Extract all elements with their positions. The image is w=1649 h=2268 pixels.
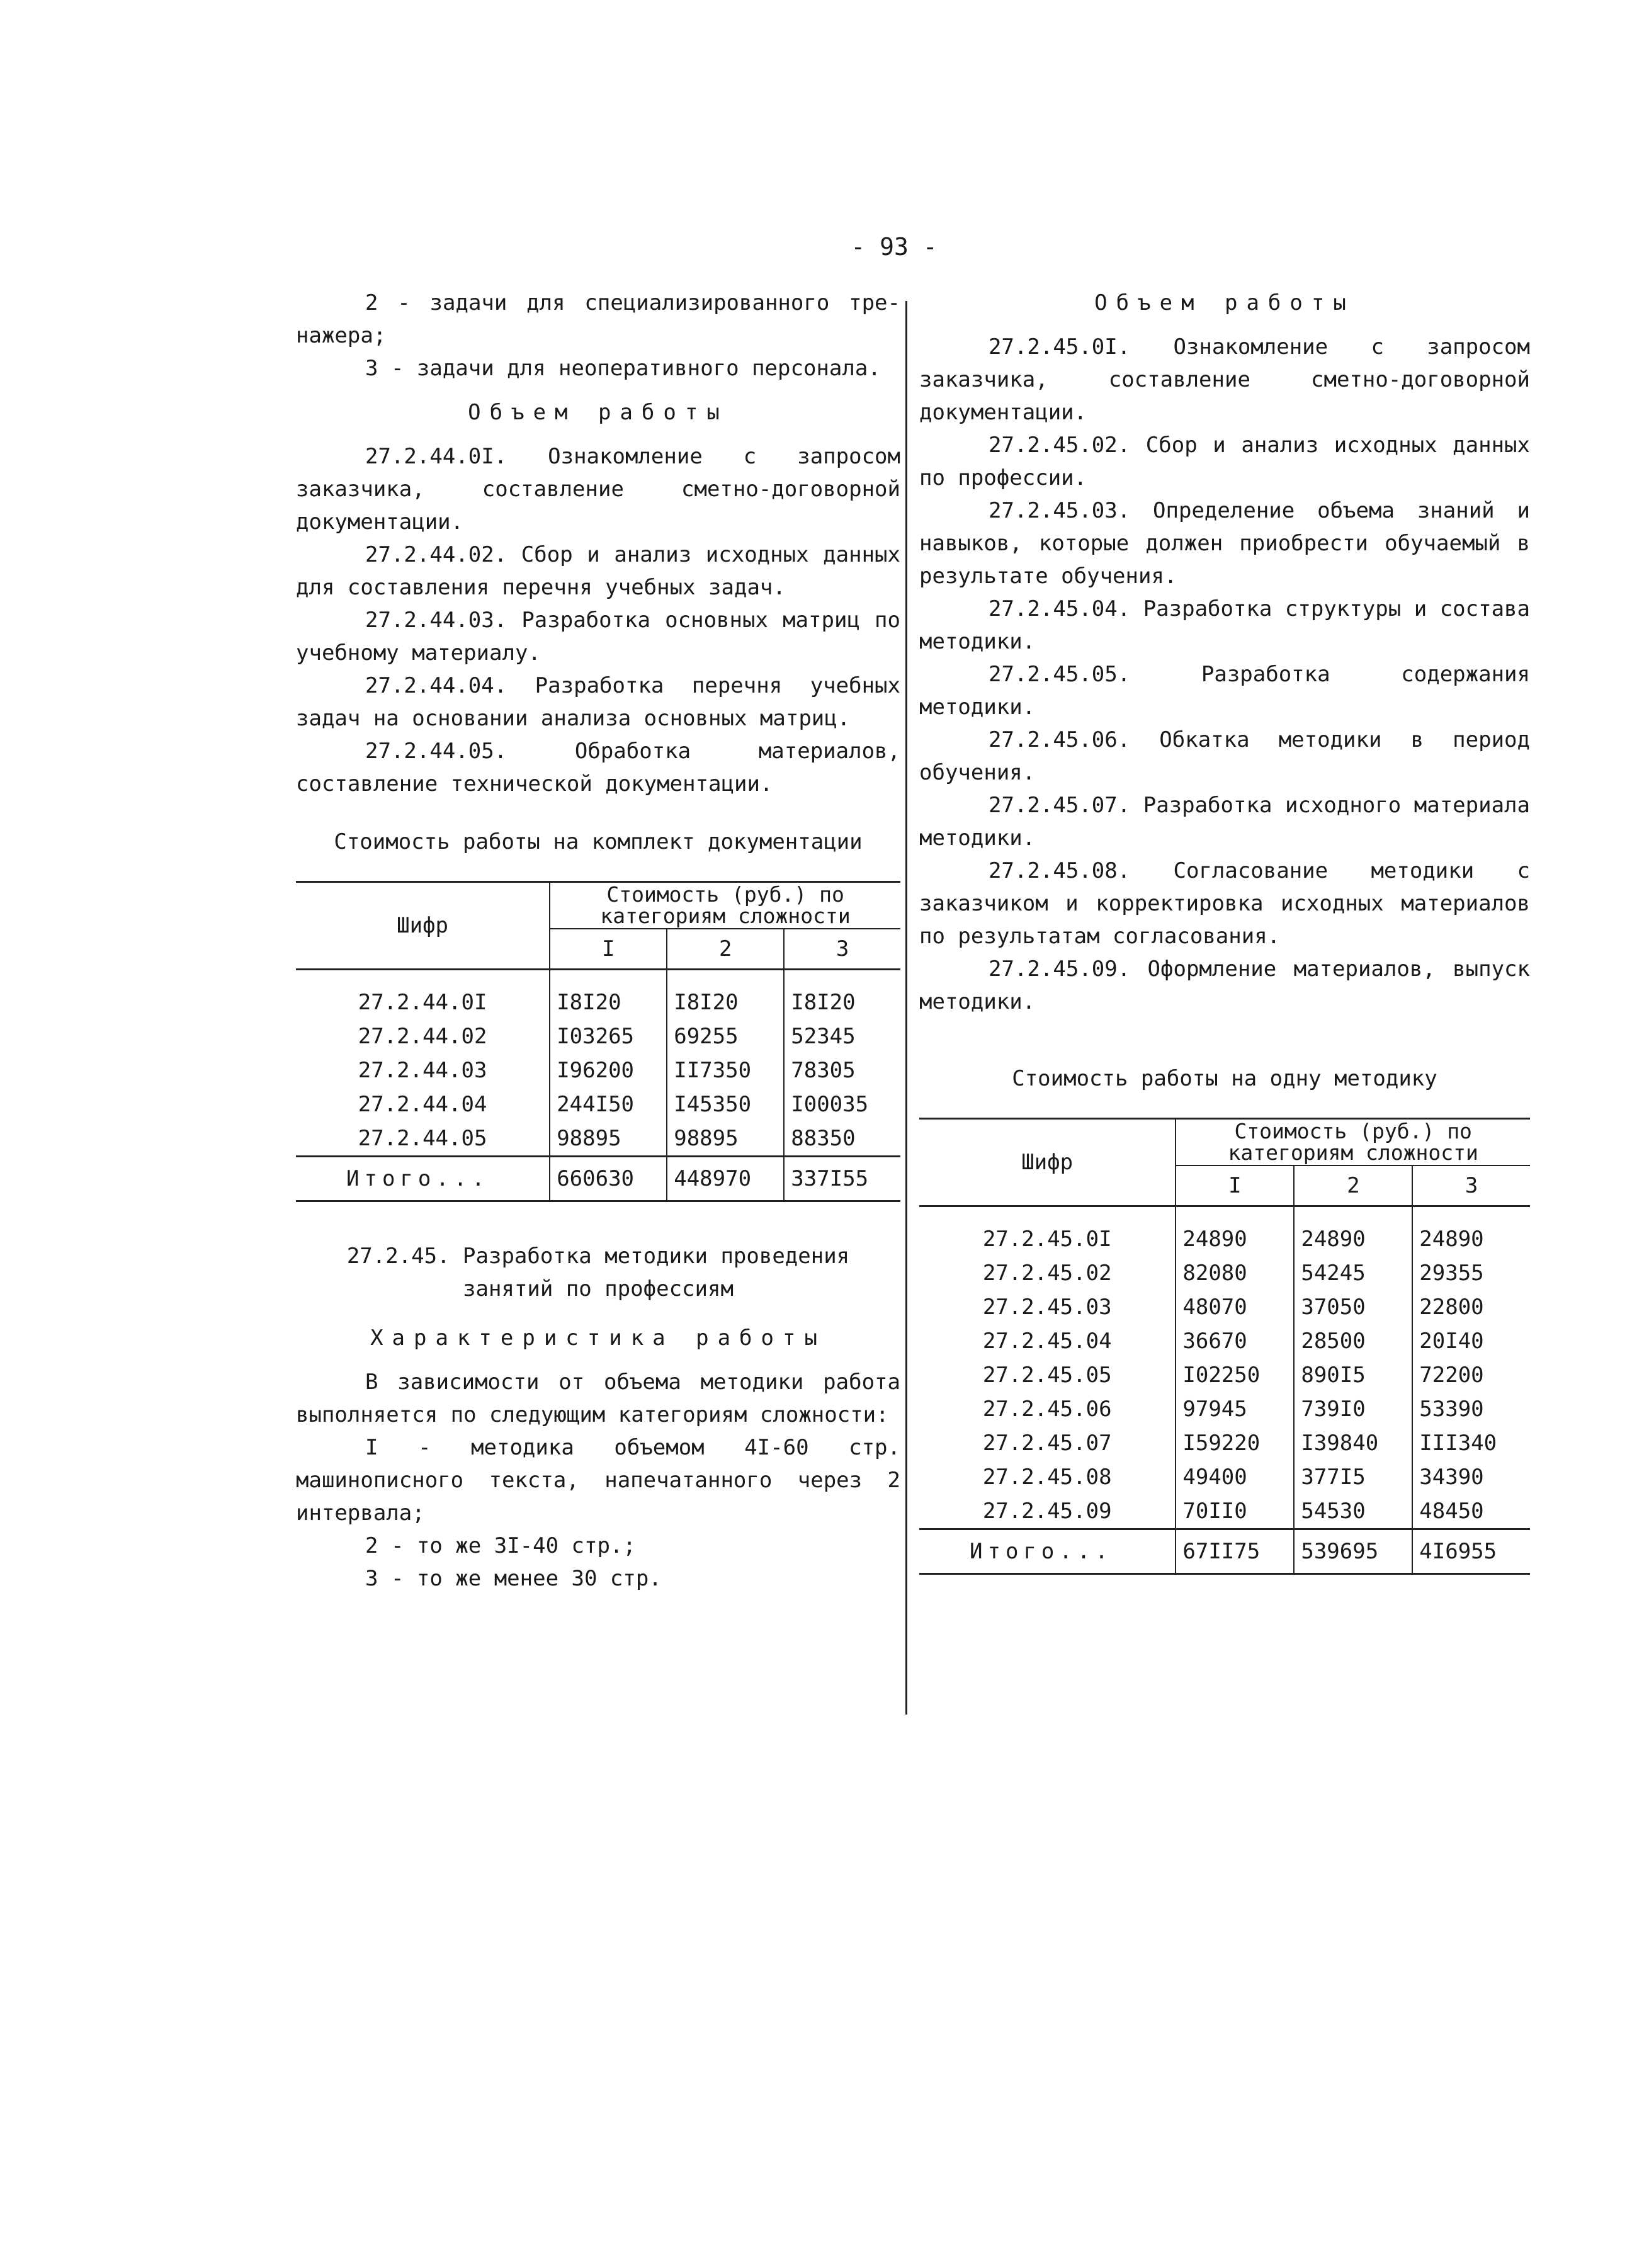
section-heading: Объем работы xyxy=(468,400,728,425)
cell-value: I96200 xyxy=(550,1053,667,1087)
column-header-code: Шифр xyxy=(919,1119,1176,1206)
table-row xyxy=(296,1121,900,1157)
row-code: 27.2.45.03 xyxy=(919,1290,1176,1324)
page-number: - 93 - xyxy=(851,233,938,261)
cell-value: 53390 xyxy=(1412,1392,1530,1426)
cell-value: 34390 xyxy=(1412,1460,1530,1494)
cell-value: 49400 xyxy=(1176,1460,1294,1494)
cell-value: 88350 xyxy=(784,1121,900,1157)
row-code: 27.2.44.03 xyxy=(296,1053,550,1087)
cost-table-documentation xyxy=(296,881,900,1202)
category-header: 3 xyxy=(1412,1165,1530,1206)
work-item: 27.2.45.08. Согласование методики с заказчиком и корректировка исходных материалов по результатам согласования. xyxy=(919,858,1530,949)
work-item: 27.2.45.03. Определение объема знаний и навыков, которые должен приобрести обучаемый в результате обучения. xyxy=(919,498,1530,589)
cell-value: 48070 xyxy=(1176,1290,1294,1324)
cell-value: 54245 xyxy=(1294,1256,1412,1290)
intro-line: 2 - задачи для специализированного тре-нажера; xyxy=(296,290,900,348)
cell-value: II7350 xyxy=(667,1053,784,1087)
row-code: 27.2.45.07 xyxy=(919,1426,1176,1460)
paragraph: В зависимости от объема методики работа выполняется по следующим категориям сложности: xyxy=(296,1369,900,1427)
cell-value: 48450 xyxy=(1412,1494,1530,1529)
column-separator xyxy=(905,301,907,1715)
table-row xyxy=(919,1290,1530,1324)
work-item: 27.2.45.09. Оформление материалов, выпуск методики. xyxy=(919,956,1530,1014)
column-header-code: Шифр xyxy=(296,882,550,970)
table-caption: Стоимость работы на комплект документации xyxy=(334,829,863,854)
cell-value: 28500 xyxy=(1294,1324,1412,1358)
work-item: 27.2.44.04. Разработка перечня учебных задач на основании анализа основных матриц. xyxy=(296,673,900,731)
row-code: 27.2.45.08 xyxy=(919,1460,1176,1494)
cell-value: 78305 xyxy=(784,1053,900,1087)
section-title: 27.2.45. Разработка методики проведения занятий по профессиям xyxy=(346,1244,850,1301)
left-column xyxy=(296,286,900,1595)
total-value: 4I6955 xyxy=(1412,1529,1530,1574)
cell-value: I45350 xyxy=(667,1087,784,1121)
section-heading: Объем работы xyxy=(1094,290,1355,315)
cell-value: 24890 xyxy=(1294,1222,1412,1256)
row-code: 27.2.45.04 xyxy=(919,1324,1176,1358)
table-row xyxy=(919,1494,1530,1529)
category-header: 3 xyxy=(784,929,900,970)
cost-table-methodology xyxy=(919,1118,1530,1575)
right-column xyxy=(919,286,1530,1575)
table-caption: Стоимость работы на одну методику xyxy=(1012,1066,1437,1091)
table-row xyxy=(296,1053,900,1087)
cell-value: I8I20 xyxy=(784,985,900,1019)
cell-value: 244I50 xyxy=(550,1087,667,1121)
table-row xyxy=(919,1222,1530,1256)
row-code: 27.2.45.02 xyxy=(919,1256,1176,1290)
table-row xyxy=(296,1087,900,1121)
row-code: 27.2.44.0I xyxy=(296,985,550,1019)
table-row xyxy=(919,1256,1530,1290)
cell-value: I39840 xyxy=(1294,1426,1412,1460)
cell-value: 70II0 xyxy=(1176,1494,1294,1529)
cell-value: 98895 xyxy=(550,1121,667,1157)
work-item: 27.2.45.07. Разработка исходного материала методики. xyxy=(919,793,1530,851)
category-item: 2 - то же 3I-40 стр.; xyxy=(365,1533,636,1558)
category-header: I xyxy=(550,929,667,970)
row-code: 27.2.45.09 xyxy=(919,1494,1176,1529)
row-code: 27.2.44.02 xyxy=(296,1019,550,1053)
cell-value: 98895 xyxy=(667,1121,784,1157)
cell-value: 72200 xyxy=(1412,1358,1530,1392)
work-item: 27.2.44.0I. Ознакомление с запросом заказчика, составление сметно-договорной документации. xyxy=(296,444,900,535)
cell-value: 37050 xyxy=(1294,1290,1412,1324)
category-header: 2 xyxy=(1294,1165,1412,1206)
row-code: 27.2.45.0I xyxy=(919,1222,1176,1256)
cell-value: 29355 xyxy=(1412,1256,1530,1290)
cell-value: I8I20 xyxy=(550,985,667,1019)
work-item: 27.2.45.0I. Ознакомление с запросом заказчика, составление сметно-договорной документации. xyxy=(919,334,1530,425)
cell-value: 69255 xyxy=(667,1019,784,1053)
cell-value: 97945 xyxy=(1176,1392,1294,1426)
intro-line: 3 - задачи для неоперативного персонала. xyxy=(365,356,881,381)
work-item: 27.2.45.06. Обкатка методики в период обучения. xyxy=(919,727,1530,785)
work-item: 27.2.45.02. Сбор и анализ исходных данных по профессии. xyxy=(919,433,1530,490)
cell-value: 377I5 xyxy=(1294,1460,1412,1494)
cell-value: 20I40 xyxy=(1412,1324,1530,1358)
table-row xyxy=(919,1460,1530,1494)
category-header: I xyxy=(1176,1165,1294,1206)
table-row xyxy=(919,1392,1530,1426)
table-row xyxy=(296,985,900,1019)
cell-value: 52345 xyxy=(784,1019,900,1053)
total-row xyxy=(919,1529,1530,1574)
table-row xyxy=(919,1358,1530,1392)
cell-value: I00035 xyxy=(784,1087,900,1121)
total-value: 539695 xyxy=(1294,1529,1412,1574)
row-code: 27.2.44.05 xyxy=(296,1121,550,1157)
section-heading: Характеристика работы xyxy=(370,1325,826,1351)
work-item: 27.2.44.05. Обработка материалов, составление технической документации. xyxy=(296,739,900,797)
column-header-group: Стоимость (руб.) по категориям сложности xyxy=(550,882,900,929)
cell-value: 739I0 xyxy=(1294,1392,1412,1426)
category-item: I - методика объемом 4I-60 стр. машинописного текста, напечатанного через 2 интервала; xyxy=(296,1435,900,1526)
total-value: 337I55 xyxy=(784,1157,900,1201)
cell-value: I8I20 xyxy=(667,985,784,1019)
cell-value: 82080 xyxy=(1176,1256,1294,1290)
table-row xyxy=(296,1019,900,1053)
total-label: Итого... xyxy=(296,1157,550,1201)
work-item: 27.2.45.04. Разработка структуры и состава методики. xyxy=(919,596,1530,654)
work-item: 27.2.45.05. Разработка содержания методики. xyxy=(919,662,1530,720)
total-value: 448970 xyxy=(667,1157,784,1201)
cell-value: I02250 xyxy=(1176,1358,1294,1392)
row-code: 27.2.45.06 xyxy=(919,1392,1176,1426)
cell-value: 24890 xyxy=(1176,1222,1294,1256)
row-code: 27.2.44.04 xyxy=(296,1087,550,1121)
total-value: 67II75 xyxy=(1176,1529,1294,1574)
column-header-group: Стоимость (руб.) по категориям сложности xyxy=(1176,1119,1530,1166)
cell-value: 890I5 xyxy=(1294,1358,1412,1392)
cell-value: I59220 xyxy=(1176,1426,1294,1460)
total-label: Итого... xyxy=(919,1529,1176,1574)
cell-value: III340 xyxy=(1412,1426,1530,1460)
cell-value: 54530 xyxy=(1294,1494,1412,1529)
row-code: 27.2.45.05 xyxy=(919,1358,1176,1392)
cell-value: I03265 xyxy=(550,1019,667,1053)
cell-value: 22800 xyxy=(1412,1290,1530,1324)
work-item: 27.2.44.02. Сбор и анализ исходных данных для составления перечня учебных задач. xyxy=(296,542,900,600)
category-header: 2 xyxy=(667,929,784,970)
category-item: 3 - то же менее 30 стр. xyxy=(365,1566,662,1591)
total-row xyxy=(296,1157,900,1201)
cell-value: 24890 xyxy=(1412,1222,1530,1256)
cell-value: 36670 xyxy=(1176,1324,1294,1358)
table-row xyxy=(919,1426,1530,1460)
total-value: 660630 xyxy=(550,1157,667,1201)
table-row xyxy=(919,1324,1530,1358)
work-item: 27.2.44.03. Разработка основных матриц по учебному материалу. xyxy=(296,608,900,666)
